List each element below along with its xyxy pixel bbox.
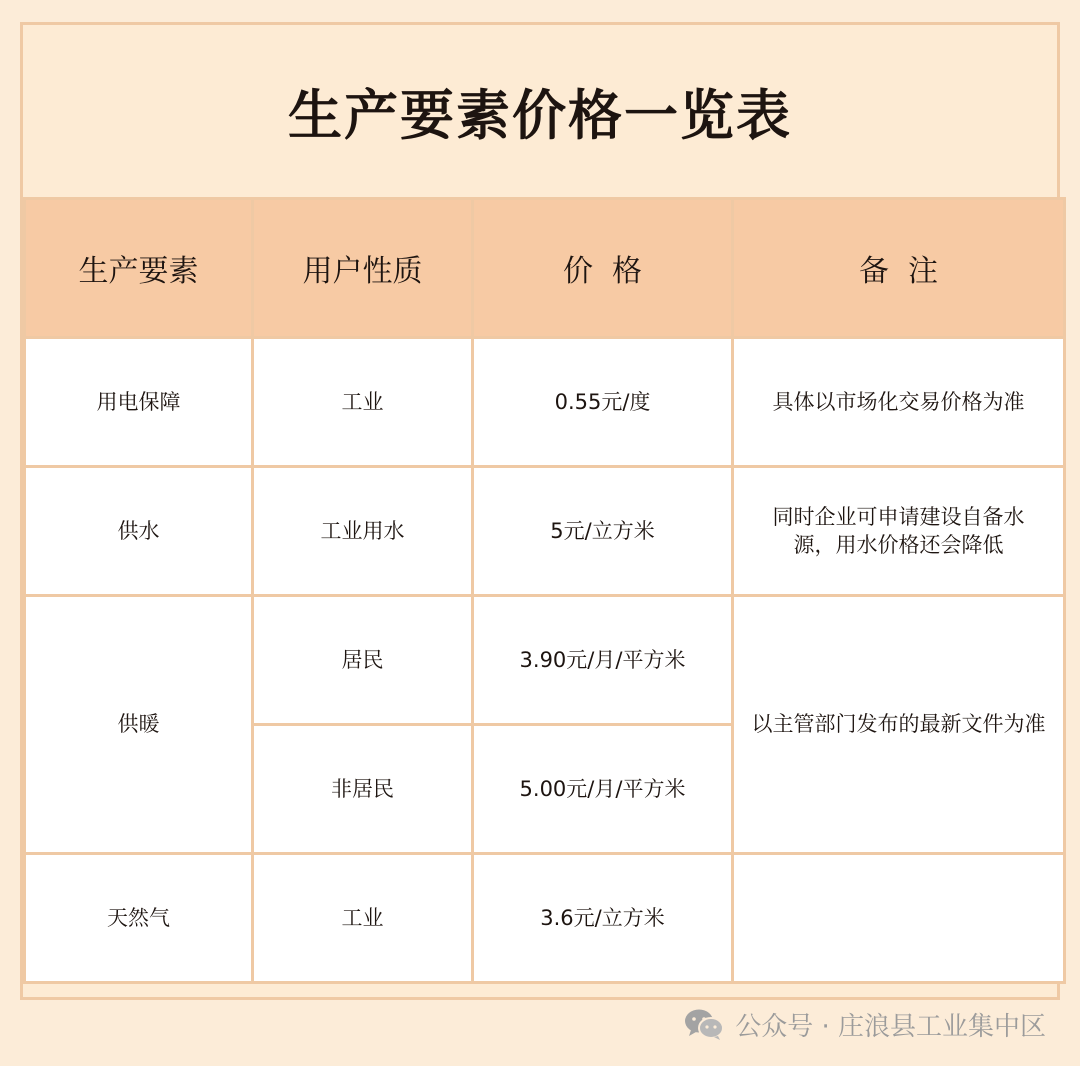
- cell-note: 以主管部门发布的最新文件为准: [733, 596, 1065, 854]
- header-note: 备 注: [733, 199, 1065, 338]
- header-factor: 生产要素: [25, 199, 253, 338]
- cell-price: 0.55元/度: [473, 338, 733, 467]
- cell-factor: 用电保障: [25, 338, 253, 467]
- table-row: [25, 596, 1065, 725]
- header-user-type: 用户性质: [253, 199, 473, 338]
- cell-note: [733, 854, 1065, 983]
- cell-user-type: 工业用水: [253, 467, 473, 596]
- cell-factor: 天然气: [25, 854, 253, 983]
- cell-price: 5元/立方米: [473, 467, 733, 596]
- cell-user-type: 工业: [253, 338, 473, 467]
- cell-price: 5.00元/月/平方米: [473, 725, 733, 854]
- watermark: [683, 1004, 1046, 1044]
- cell-factor: 供水: [25, 467, 253, 596]
- watermark-text: 公众号 · 庄浪县工业集中区: [735, 1011, 1046, 1042]
- cell-price: 3.6元/立方米: [473, 854, 733, 983]
- title-area: [23, 25, 1057, 197]
- cell-user-type: 非居民: [253, 725, 473, 854]
- cell-user-type: 居民: [253, 596, 473, 725]
- cell-price: 3.90元/月/平方米: [473, 596, 733, 725]
- wechat-icon: [683, 1007, 725, 1041]
- cell-note: 具体以市场化交易价格为准: [733, 338, 1065, 467]
- cell-note: 同时企业可申请建设自备水源，用水价格还会降低: [733, 467, 1065, 596]
- price-table: [23, 197, 1066, 984]
- cell-user-type: 工业: [253, 854, 473, 983]
- header-row: [25, 199, 1065, 338]
- page-title: 生产要素价格一览表: [288, 82, 792, 147]
- table-row: [25, 854, 1065, 983]
- header-price: 价 格: [473, 199, 733, 338]
- table-row: [25, 467, 1065, 596]
- table-row: [25, 338, 1065, 467]
- price-table-card: [20, 22, 1060, 1000]
- cell-factor: 供暖: [25, 596, 253, 854]
